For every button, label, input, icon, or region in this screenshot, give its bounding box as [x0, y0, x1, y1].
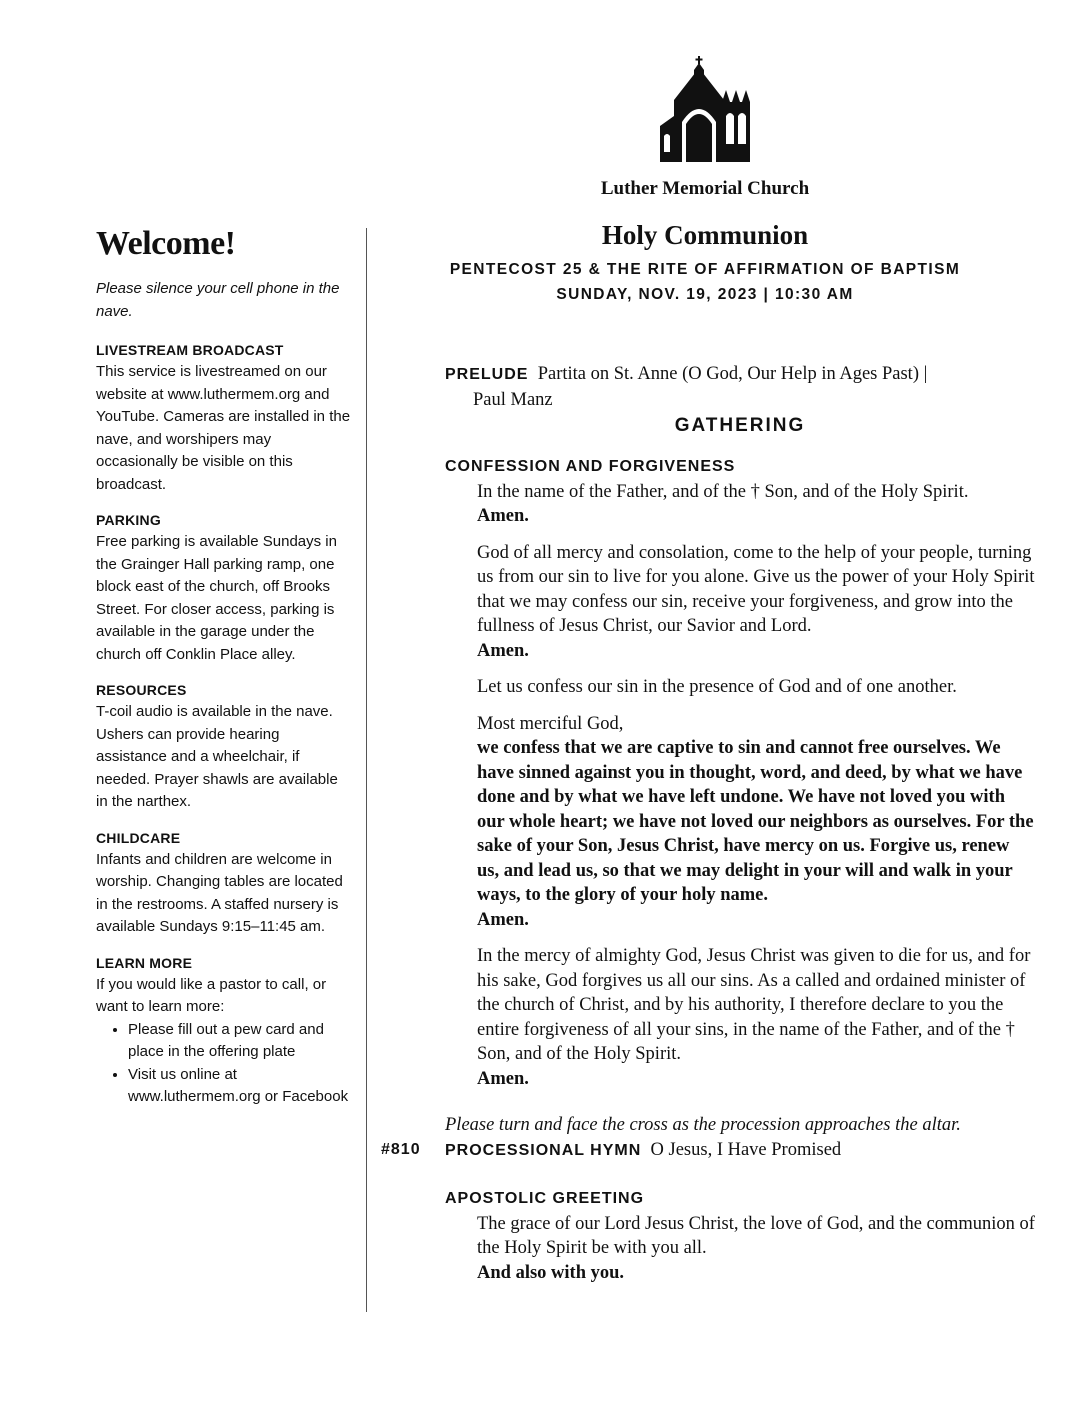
- list-item: • Please fill out a pew card and place in the offering plate: [128, 1019, 352, 1064]
- processional-title: O Jesus, I Have Promised: [650, 1139, 842, 1160]
- hymn-number: #810: [381, 1140, 421, 1158]
- resources-heading: RESOURCES: [96, 682, 187, 698]
- livestream-section: [96, 339, 352, 496]
- learn-more-heading: LEARN MORE: [96, 954, 193, 971]
- procession-instruction: Please turn and face the cross as the procession approaches the altar.: [445, 1115, 961, 1135]
- list-item: • Visit us online at www.luthermem.org or Facebook: [128, 1064, 352, 1109]
- processional-label: PROCESSIONAL HYMN: [445, 1141, 642, 1159]
- processional-hymn-block: [381, 1138, 1035, 1164]
- greeting-block: [445, 1187, 1035, 1285]
- childcare-body: Infants and children are welcome in worship. Changing tables are located in the restrooms. A staffed nursery is available Sundays 9:15–11:45 am.: [96, 850, 343, 935]
- confession-block: [445, 455, 1035, 1091]
- welcome-title: Welcome!: [96, 225, 236, 262]
- confession-call: Let us confess our sin in the presence of God and of one another.: [477, 677, 957, 697]
- service-subtitle: PENTECOST 25 & THE RITE OF AFFIRMATION OF BAPTISM: [449, 261, 961, 278]
- learn-more-section: [96, 952, 352, 1109]
- prelude-label: PRELUDE: [445, 366, 529, 383]
- confession-response: we confess that we are captive to sin and cannot free ourselves. We have sinned against you in thought, word, and deed, by what we have done and by what we have left undone. We have not loved you with our whole heart; we have not loved our neighbors as ourselves. For the sake of your Son, Jesus Christ, have mercy on us. Forgive us, renew us, and lead us, so that we may delight in your will and walk in your ways, to the glory of your holy name.: [477, 738, 1034, 905]
- welcome-note: Please silence your cell phone in the nave.: [96, 280, 340, 320]
- prelude-block: [445, 362, 1035, 412]
- learn-more-body: If you would like a pastor to call, or want to learn more:: [96, 975, 327, 1015]
- church-building-icon: [660, 56, 752, 162]
- column-divider: [366, 228, 367, 1312]
- childcare-heading: CHILDCARE: [96, 829, 181, 846]
- service-date: SUNDAY, NOV. 19, 2023 | 10:30 AM: [556, 286, 854, 303]
- parking-heading: PARKING: [96, 512, 161, 528]
- prelude-composer: Paul Manz: [473, 389, 553, 410]
- livestream-body: This service is livestreamed on our website at www.luthermem.org and YouTube. Cameras are installed in the nave, and worshipers may occasionally be visible on this broadcast.: [96, 363, 351, 493]
- confession-invocation: In the name of the Father, and of the † Son, and of the Holy Spirit.: [477, 481, 969, 502]
- absolution-text: In the mercy of almighty God, Jesus Christ was given to die for us, and for his sake, God forgives us all our sins. As a called and ordained minister of the church of Christ, and by his authority, I therefore declare to you the entire forgiveness of all your sins, in the name of the Father, and of the † Son, and of the Holy Spirit.: [477, 946, 1031, 1064]
- learn-more-list: [96, 1019, 352, 1109]
- greeting-text: The grace of our Lord Jesus Christ, the love of God, and the communion of the Holy Spirit be with you all.: [477, 1213, 1035, 1258]
- amen-response: Amen.: [477, 640, 529, 661]
- prelude-title: Partita on St. Anne (O God, Our Help in Ages Past) |: [537, 364, 928, 384]
- order-of-worship: [381, 362, 1035, 1285]
- amen-response: Amen.: [477, 506, 529, 526]
- church-name: Luther Memorial Church: [600, 178, 810, 199]
- greeting-response: And also with you.: [477, 1262, 625, 1283]
- welcome-sidebar: [96, 222, 352, 1122]
- service-title: Holy Communion: [601, 220, 809, 250]
- resources-section: [96, 679, 352, 814]
- parking-section: [96, 509, 352, 666]
- gathering-heading: GATHERING: [674, 415, 806, 436]
- greeting-label: APOSTOLIC GREETING: [445, 1190, 645, 1207]
- confession-prayer: God of all mercy and consolation, come to the help of your people, turning us from our sin to live for you alone. Give us the power of your Holy Spirit that we may confess our sin, receive your forgiveness, and grow into the fullness of Jesus Christ, our Savior and Lord.: [477, 542, 1035, 636]
- amen-response: Amen.: [477, 909, 529, 930]
- livestream-heading: LIVESTREAM BROADCAST: [96, 342, 284, 358]
- amen-response: Amen.: [477, 1068, 529, 1089]
- childcare-section: [96, 827, 352, 939]
- resources-body: T-coil audio is available in the nave. Ushers can provide hearing assistance and a wheelchair, if needed. Prayer shawls are available in the narthex.: [96, 703, 338, 810]
- confession-opening: Most merciful God,: [477, 713, 624, 734]
- parking-body: Free parking is available Sundays in the Grainger Hall parking ramp, one block east of the church, off Brooks Street. For closer access, parking is available in the garage under the church off Conklin Place alley.: [96, 533, 337, 663]
- confession-label: CONFESSION AND FORGIVENESS: [445, 458, 736, 475]
